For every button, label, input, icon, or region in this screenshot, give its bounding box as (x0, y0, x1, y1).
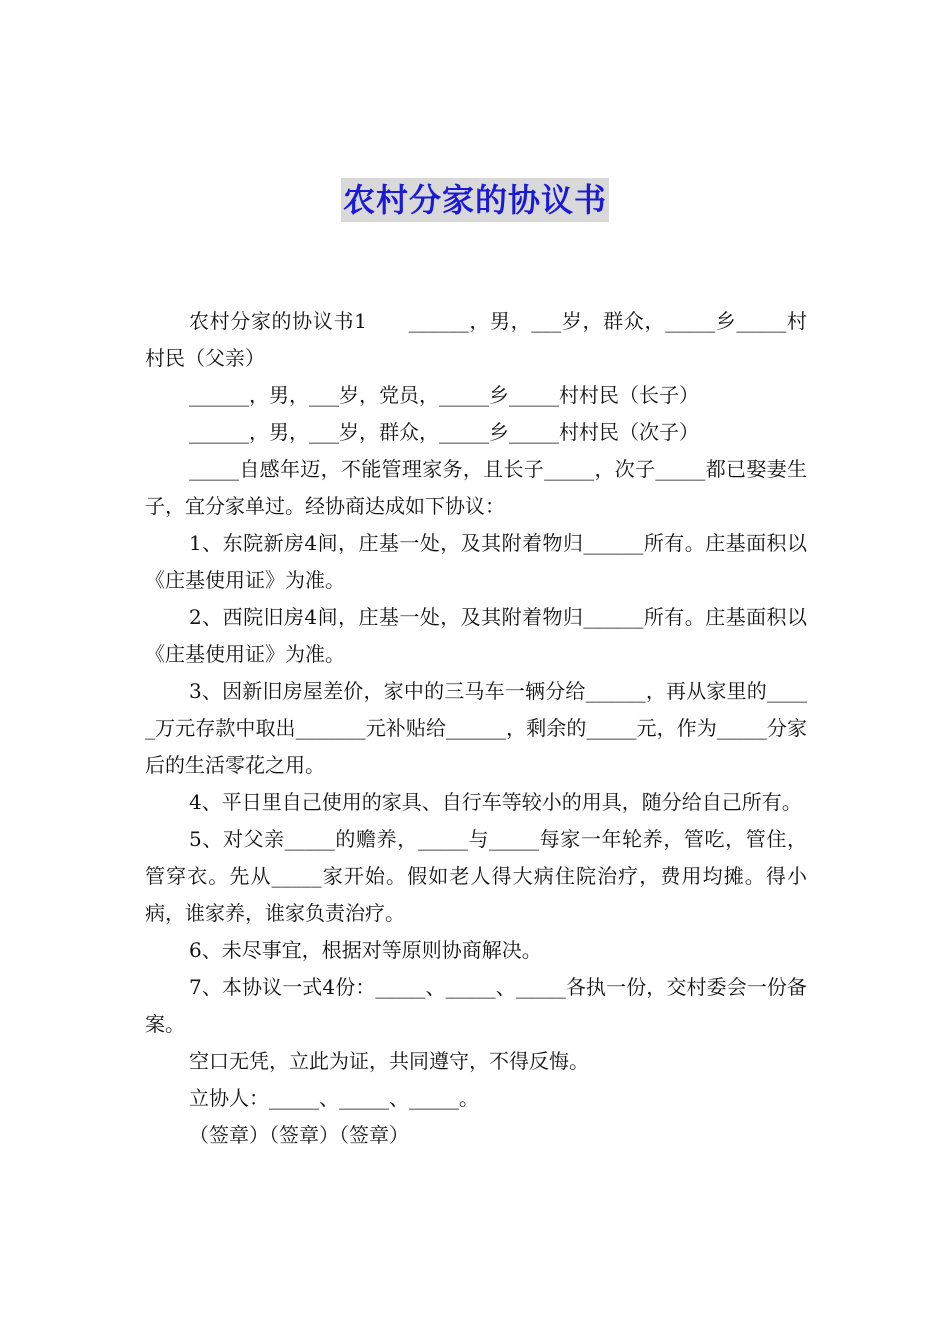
document-body (145, 303, 807, 1154)
title-block (0, 178, 950, 222)
clause-7: 7、本协议一式4份：_____、_____、_____各执一份，交村委会一份备案。 (145, 975, 807, 1036)
paragraph-second-son: ______，男，___岁，群众，_____乡_____村村民（次子） (189, 420, 699, 444)
clause-3: 3、因新旧房屋差价，家中的三马车一辆分给______，再从家里的_____万元存款中取出_______元补贴给______，剩余的_____元，作为_____分家后的生活零花之用。 (145, 679, 807, 777)
document-title: 农村分家的协议书 (341, 178, 609, 222)
clause-2: 2、西院旧房4间，庄基一处，及其附着物归______所有。庄基面积以《庄基使用证》为准。 (145, 605, 807, 666)
clause-6: 6、未尽事宜，根据对等原则协商解决。 (189, 938, 542, 962)
clause-1: 1、东院新房4间，庄基一处，及其附着物归______所有。庄基面积以《庄基使用证》为准。 (145, 531, 807, 592)
paragraph-intro-father: 农村分家的协议书1 ______，男，___岁，群众，_____乡_____村村民（父亲） (145, 309, 807, 370)
clause-5: 5、对父亲_____的赡养，_____与_____每家一年轮养，管吃，管住，管穿衣。先从_____家开始。假如老人得大病住院治疗，费用均摊。得小病，谁家养，谁家负责治疗。 (145, 827, 807, 925)
paragraph-witness: 空口无凭，立此为证，共同遵守，不得反悔。 (189, 1049, 589, 1073)
paragraph-signatories: 立协人：_____、_____、_____。 (189, 1086, 479, 1110)
paragraph-reason: _____自感年迈，不能管理家务，且长子_____，次子_____都已娶妻生子，宜分家单过。经协商达成如下协议： (145, 457, 807, 518)
paragraph-eldest-son: ______，男，___岁，党员，_____乡_____村村民（长子） (189, 383, 699, 407)
clause-4: 4、平日里自己使用的家具、自行车等较小的用具，随分给自己所有。 (189, 790, 802, 814)
paragraph-seals: （签章）（签章）（签章） (189, 1123, 409, 1147)
